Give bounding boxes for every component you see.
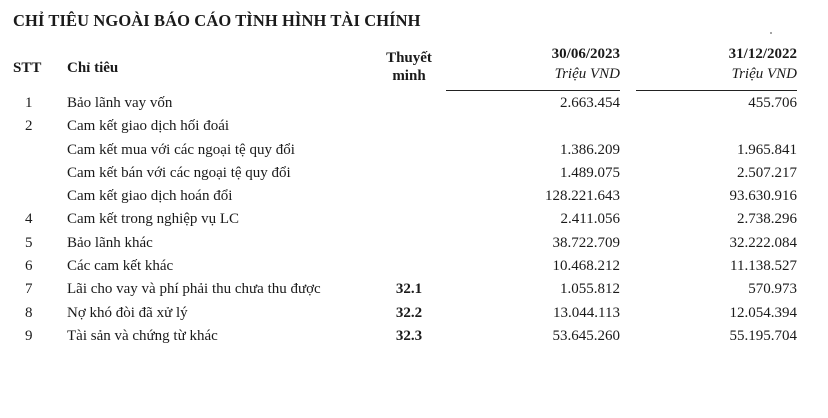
table-row	[0, 115, 828, 138]
row-name: Nợ khó đòi đã xử lý	[67, 304, 188, 321]
row-value-2022: 32.222.084	[729, 234, 797, 251]
row-name: Tài sản và chứng từ khác	[67, 327, 218, 344]
header-chi-tieu: Chỉ tiêu	[67, 60, 119, 76]
row-name: Cam kết giao dịch hoán đổi	[67, 188, 233, 205]
row-value-2022: 455.706	[748, 95, 797, 111]
row-name: Các cam kết khác	[67, 258, 174, 275]
row-stt: 7	[25, 281, 33, 298]
row-name: Bảo lãnh vay vốn	[67, 95, 173, 111]
row-name: Cam kết trong nghiệp vụ LC	[67, 211, 240, 228]
row-value-2023: 2.663.454	[560, 95, 620, 111]
row-value-2022: 12.054.394	[729, 304, 797, 321]
row-name: Cam kết mua với các ngoại tệ quy đổi	[67, 141, 295, 158]
row-name: Cam kết bán với các ngoại tệ quy đổi	[67, 164, 291, 181]
header-stt: STT	[13, 60, 42, 76]
header-underline-2023	[446, 90, 620, 91]
row-stt: 1	[25, 95, 33, 111]
row-stt: 6	[25, 258, 33, 275]
table-row	[0, 92, 828, 115]
table-row	[0, 185, 828, 208]
header-unit-2023: Triệu VND	[554, 66, 620, 82]
row-stt: 4	[25, 211, 33, 228]
row-value-2022: 93.630.916	[729, 188, 797, 205]
row-value-2023: 1.386.209	[560, 141, 620, 158]
table-row	[0, 325, 828, 348]
speck-mark	[770, 32, 772, 34]
row-stt: 9	[25, 327, 33, 344]
table-row	[0, 302, 828, 325]
table-row	[0, 278, 828, 301]
row-stt: 5	[25, 234, 33, 251]
table-row	[0, 162, 828, 185]
header-date-2022: 31/12/2022	[728, 46, 797, 62]
table-row	[0, 139, 828, 162]
row-note: 32.1	[395, 281, 423, 298]
row-value-2023: 128.221.643	[545, 188, 620, 205]
table-body	[0, 92, 828, 348]
header-date-2023: 30/06/2023	[551, 46, 620, 62]
row-value-2023: 1.489.075	[560, 164, 620, 181]
row-name: Lãi cho vay và phí phải thu chưa thu được	[67, 281, 321, 298]
row-value-2022: 1.965.841	[737, 141, 797, 158]
row-note: 32.3	[395, 327, 423, 344]
row-value-2022: 2.507.217	[737, 164, 797, 181]
row-value-2023: 38.722.709	[552, 234, 620, 251]
table-row	[0, 208, 828, 231]
row-value-2023: 10.468.212	[552, 258, 620, 275]
row-stt: 2	[25, 118, 33, 135]
header-thuyet-minh: Thuyết minh	[386, 50, 432, 84]
row-note: 32.2	[395, 304, 423, 321]
header-underline-2022	[636, 90, 797, 91]
row-name: Bảo lãnh khác	[67, 234, 153, 251]
row-value-2023: 13.044.113	[553, 304, 620, 321]
header-unit-2022: Triệu VND	[731, 66, 797, 82]
row-value-2022: 570.973	[748, 281, 797, 298]
row-stt: 8	[25, 304, 33, 321]
row-value-2022: 55.195.704	[729, 327, 797, 344]
table-row	[0, 255, 828, 278]
row-value-2023: 53.645.260	[552, 327, 620, 344]
row-value-2023: 2.411.056	[560, 211, 620, 228]
row-value-2023: 1.055.812	[560, 281, 620, 298]
row-value-2022: 11.138.527	[730, 258, 797, 275]
row-value-2022: 2.738.296	[737, 211, 797, 228]
page-title: CHỈ TIÊU NGOÀI BÁO CÁO TÌNH HÌNH TÀI CHÍNH	[13, 11, 421, 30]
row-name: Cam kết giao dịch hối đoái	[67, 118, 230, 135]
table-row	[0, 232, 828, 255]
